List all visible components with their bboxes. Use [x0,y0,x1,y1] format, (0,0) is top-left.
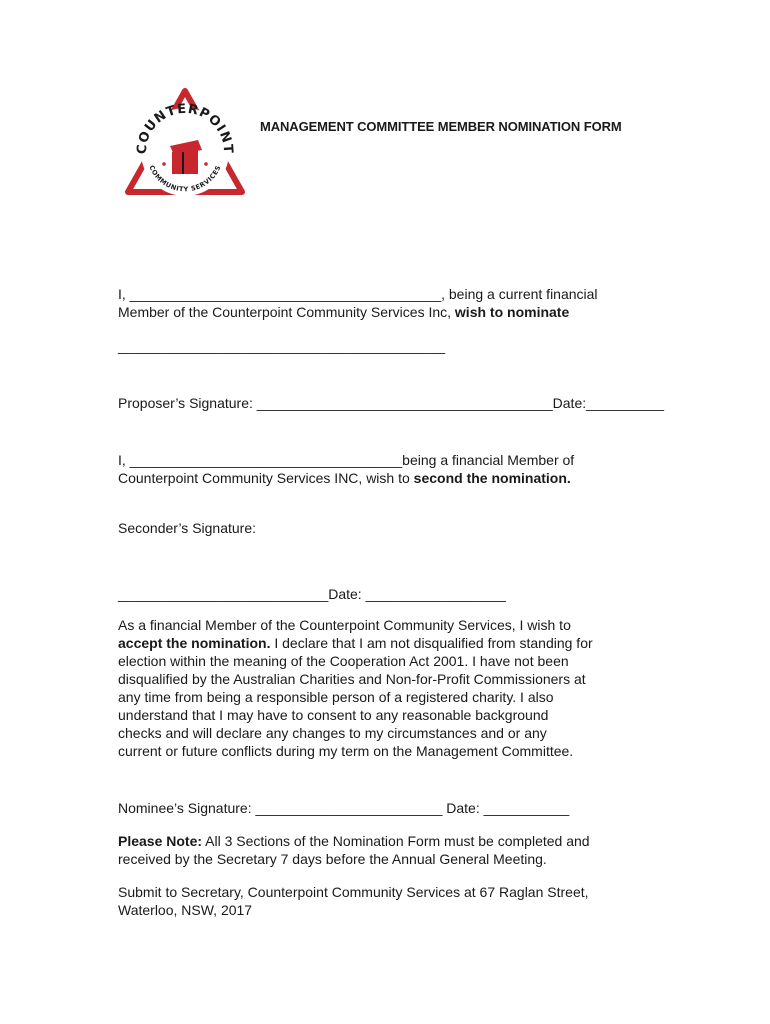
seconder-line-2 [118,469,571,487]
second-nomination-text: second the nomination. [413,470,571,486]
proposer-text: Member of the Counterpoint Community Services Inc, [118,304,455,320]
note-text: All 3 Sections of the Nomination Form must be completed and [202,833,590,849]
logo-bottom-text: COMMUNITY SERVICES [147,164,223,194]
declaration-text: I declare that I am not disqualified from standing for [270,635,593,651]
note-label: Please Note: [118,833,203,849]
counterpoint-logo [124,88,246,200]
declaration-line [118,634,648,652]
declaration-line: any time from being a responsible person of a registered charity. I also [118,689,554,705]
proposer-signature-line: Proposer’s Signature: ______________________________________Date:__________ [118,395,664,411]
declaration-line: disqualified by the Australian Charities and Non-for-Profit Commissioners at [118,671,586,687]
wish-to-nominate-text: wish to nominate [454,304,570,320]
proposer-line-1: I, ________________________________________, being a current financial [118,286,598,302]
submit-instructions [118,883,648,919]
logo-top-text: COUNTERPOINT [134,101,236,155]
nominee-declaration [118,616,648,760]
declaration-line: As a financial Member of the Counterpoint Community Services, I wish to [118,617,571,633]
note-line: received by the Secretary 7 days before the Annual General Meeting. [118,851,547,867]
seconder-signature-label: Seconder’s Signature: [118,520,257,536]
submit-line: Waterloo, NSW, 2017 [118,902,253,918]
seconder-text: Counterpoint Community Services INC, wish to [118,470,414,486]
please-note [118,832,648,868]
note-line [118,832,648,850]
proposer-line-2 [118,303,569,321]
accept-nomination-text: accept the nomination. [118,635,271,651]
declaration-line: election within the meaning of the Cooperation Act 2001. I have not been [118,653,569,669]
submit-line: Submit to Secretary, Counterpoint Community Services at 67 Raglan Street, [118,884,589,900]
seconder-line-1: I, ___________________________________being a financial Member of [118,452,575,468]
nominee-name-line: __________________________________________ [118,338,446,354]
nominee-signature-line: Nominee’s Signature: ________________________ Date: ___________ [118,800,570,816]
seconder-signature-line: ___________________________Date: __________________ [118,586,506,602]
declaration-line: checks and will declare any changes to my circumstances and or any [118,725,547,741]
declaration-line: understand that I may have to consent to any reasonable background [118,707,549,723]
form-title: MANAGEMENT COMMITTEE MEMBER NOMINATION FORM [260,119,622,134]
declaration-line: current or future conflicts during my term on the Management Committee. [118,743,574,759]
